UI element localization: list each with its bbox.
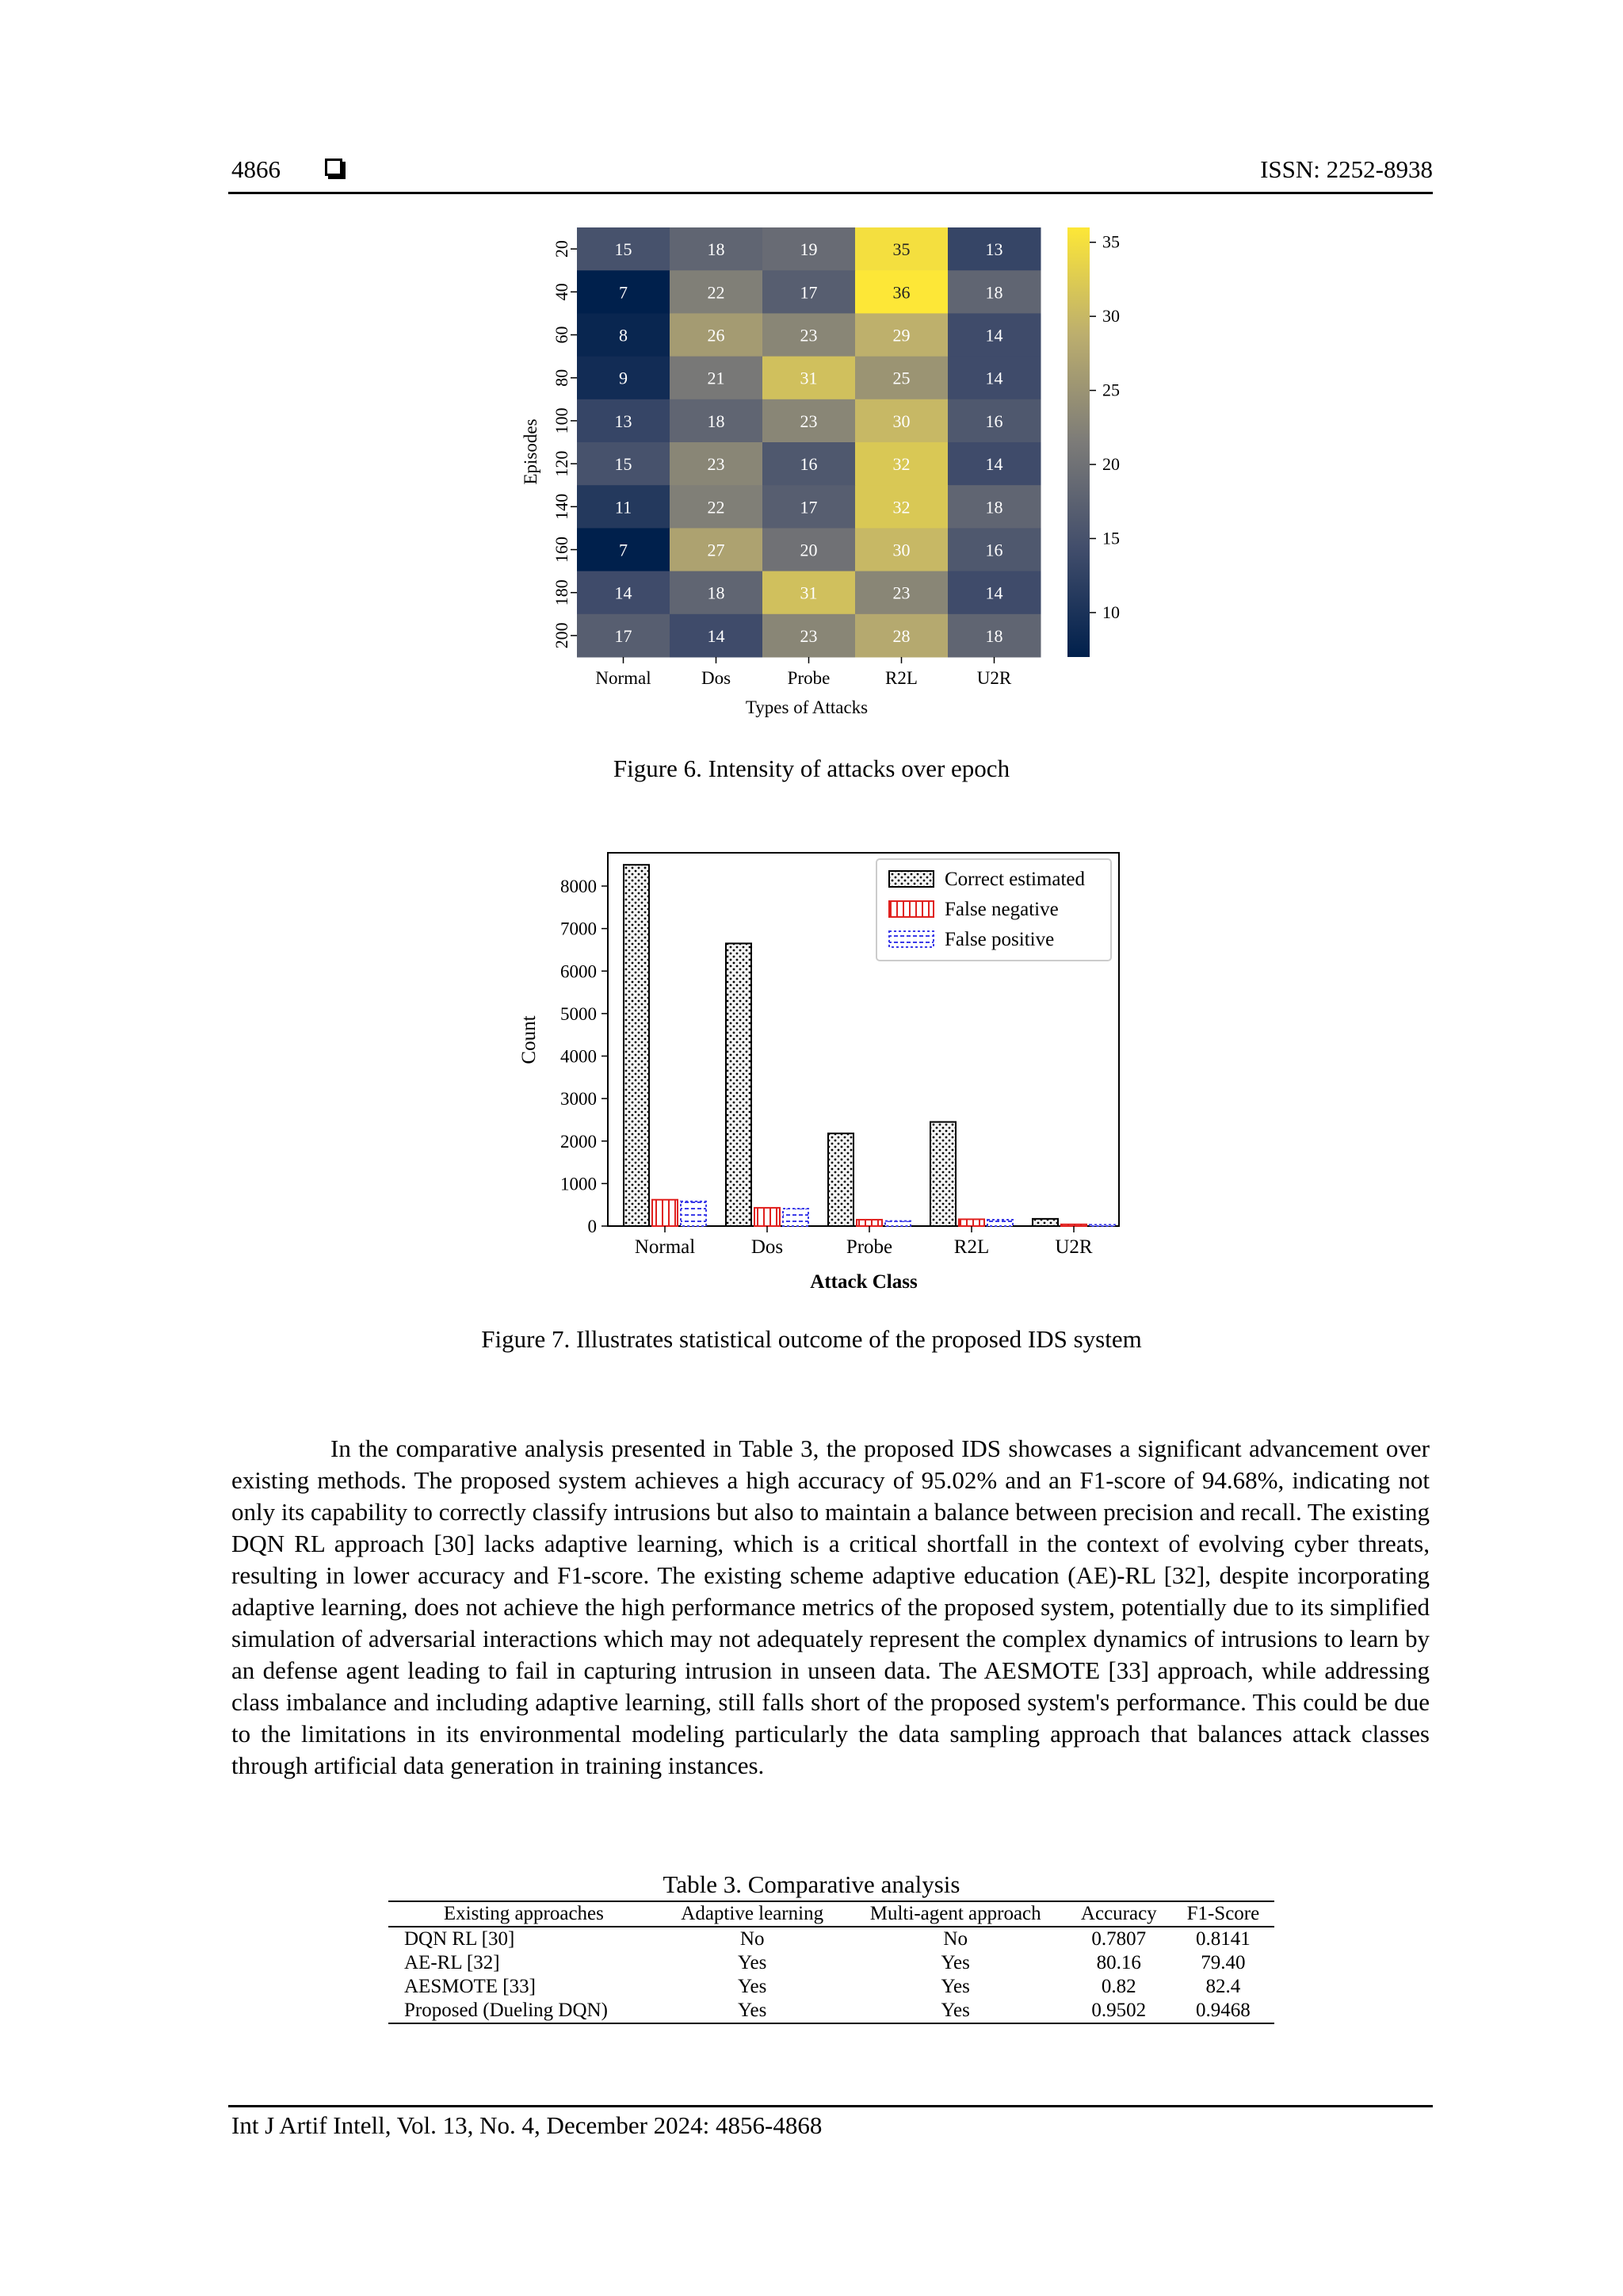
figure6-caption: Figure 6. Intensity of attacks over epoch (613, 755, 1010, 782)
table-cell: No (943, 1928, 968, 1950)
heatmap-cell-value: 13 (614, 411, 632, 431)
table-cell: No (739, 1928, 765, 1950)
heatmap-cell-value: 14 (985, 368, 1003, 388)
heatmap-cell-value: 11 (614, 497, 632, 518)
table-cell: 0.9468 (1172, 1999, 1274, 2023)
bar-y-ticks (560, 877, 608, 1236)
heatmap-cell-value: 16 (985, 540, 1003, 560)
table-cell: Yes (941, 1976, 970, 1997)
heatmap-x-axis-label: Types of Attacks (745, 697, 869, 717)
heatmap-y-tick-label: 200 (552, 622, 571, 649)
heatmap-cell-value: 14 (985, 454, 1003, 475)
heatmap-cell-value: 26 (707, 325, 725, 346)
heatmap-cell-value: 14 (985, 583, 1003, 603)
table-cell: Proposed (Dueling DQN) (388, 1999, 659, 2023)
heatmap-cell-value: 20 (800, 540, 818, 560)
heatmap-cell-value: 18 (707, 583, 725, 603)
heatmap-cell-value: 9 (619, 368, 628, 388)
bar (726, 943, 751, 1226)
heatmap-y-tick-label: 80 (552, 369, 571, 387)
table-cell: 80.16 (1096, 1952, 1141, 1973)
heatmap-cell-value: 25 (892, 368, 911, 388)
bar-y-tick-label: 5000 (560, 1003, 597, 1024)
table-header-cell: Multi-agent approach (846, 1901, 1066, 1927)
legend (876, 859, 1111, 961)
bar (828, 1133, 854, 1226)
heatmap-cell-value: 16 (800, 454, 818, 475)
table-cell: 0.82 (1101, 1976, 1136, 1997)
bar (857, 1220, 882, 1226)
heatmap-y-tick-label: 60 (552, 326, 571, 344)
heatmap-cell-value: 15 (614, 454, 632, 475)
colorbar-ticks (1090, 232, 1120, 622)
table-header-cell: Existing approaches (388, 1901, 659, 1927)
bar-y-tick-label: 4000 (560, 1046, 597, 1067)
heatmap-cell-value: 18 (707, 239, 725, 260)
body-text (231, 1433, 1430, 1782)
heatmap-cell-value: 18 (707, 411, 725, 431)
heatmap-y-tick-label: 20 (552, 240, 571, 258)
heatmap-cell-value: 35 (892, 239, 911, 260)
heatmap-cell-value: 30 (892, 540, 911, 560)
heatmap-x-tick-label: Probe (787, 668, 831, 688)
heatmap-cell-value: 36 (892, 282, 911, 303)
heatmap-cell-value: 18 (985, 625, 1003, 646)
bar (1090, 1224, 1115, 1226)
table-cell: 0.8141 (1196, 1928, 1251, 1950)
colorbar-tick-label: 25 (1102, 380, 1120, 400)
table-row (388, 1975, 1274, 1999)
heatmap-cell-value: 17 (614, 625, 632, 646)
heatmap-y-tick-label: 180 (552, 579, 571, 606)
bar-x-tick-label: Probe (846, 1236, 893, 1258)
table-cell: AESMOTE [33] (404, 1976, 536, 1997)
colorbar-tick-label: 35 (1102, 231, 1120, 252)
bar-x-ticks (635, 1226, 1093, 1258)
bar-y-tick-label: 2000 (560, 1131, 597, 1152)
heatmap-y-axis-label: Episodes (521, 418, 540, 485)
table-row (388, 1927, 1274, 1951)
colorbar-tick-label: 20 (1102, 454, 1120, 475)
bar-x-axis-label: Attack Class (810, 1271, 918, 1293)
heatmap-cell-value: 31 (800, 368, 818, 388)
bar (681, 1201, 706, 1226)
legend-label: False positive (945, 929, 1055, 950)
heatmap-y-tick-label: 100 (552, 407, 571, 434)
heatmap-x-tick-label: Normal (595, 668, 651, 688)
table-cell: AE-RL [32] (404, 1952, 500, 1973)
bar (783, 1209, 808, 1226)
heatmap-y-ticks (552, 240, 577, 648)
heatmap-cell-value: 7 (619, 540, 628, 560)
table-cell: 0.9502 (1066, 1999, 1172, 2023)
bar-x-tick-label: Normal (634, 1236, 696, 1258)
heatmap-cell-value: 21 (707, 368, 725, 388)
bar-y-tick-label: 6000 (560, 961, 597, 982)
bar-y-tick-label: 8000 (560, 877, 597, 896)
heatmap-cell-value: 31 (800, 583, 818, 603)
table-title: Table 3. Comparative analysis (663, 1870, 960, 1898)
table-cell: 82.4 (1205, 1976, 1241, 1997)
heatmap-chart (507, 214, 1141, 729)
table-cell: 0.7807 (1091, 1928, 1147, 1950)
heatmap-cell-value: 28 (892, 625, 911, 646)
table-cell: Yes (737, 1952, 767, 1973)
bar-x-tick-label: U2R (1055, 1236, 1093, 1258)
heatmap-cell-value: 8 (619, 325, 628, 346)
heatmap-cell-value: 23 (800, 625, 818, 646)
heatmap-cell-value: 23 (892, 583, 911, 603)
table-cell: DQN RL [30] (404, 1928, 515, 1950)
heatmap-y-tick-label: 40 (552, 283, 571, 301)
heatmap-cell-value: 18 (985, 497, 1003, 518)
bar-x-tick-label: R2L (953, 1236, 990, 1258)
bar-y-tick-label: 3000 (560, 1089, 597, 1110)
bar (930, 1122, 956, 1226)
heatmap-x-tick-label: R2L (885, 668, 918, 688)
heatmap-cell-value: 23 (800, 325, 818, 346)
heatmap-cell-value: 17 (800, 282, 818, 303)
bar-y-tick-label: 1000 (560, 1174, 597, 1194)
heatmap-cell-value: 22 (707, 497, 725, 518)
issn: ISSN: 2252-8938 (1260, 155, 1433, 183)
colorbar-tick-label: 15 (1102, 528, 1120, 548)
heatmap-cell-value: 22 (707, 282, 725, 303)
table-row (388, 1951, 1274, 1975)
comparison-table (388, 1901, 1274, 2024)
bar-chart (507, 844, 1141, 1304)
bar-y-tick-label: 7000 (560, 919, 597, 939)
bar (1061, 1224, 1086, 1226)
legend-swatch (889, 901, 934, 917)
table-header-cell: F1-Score (1172, 1901, 1274, 1927)
table-cell: Yes (846, 1999, 1066, 2023)
heatmap-cell-value: 30 (892, 411, 911, 431)
table-cell: 79.40 (1201, 1952, 1246, 1973)
heatmap-cell-value: 27 (707, 540, 725, 560)
heatmap-y-tick-label: 160 (552, 537, 571, 563)
heatmap-cell-value: 14 (614, 583, 632, 603)
heatmap-cell-value: 19 (800, 239, 818, 260)
colorbar-tick-label: 30 (1102, 306, 1120, 327)
heatmap-y-tick-label: 120 (552, 450, 571, 477)
heatmap-cell-value: 16 (985, 411, 1003, 431)
heatmap-cell-value: 29 (892, 325, 911, 346)
bar-y-tick-label: 0 (587, 1217, 597, 1236)
heatmap-cell-value: 13 (985, 239, 1003, 260)
table-cell: Yes (941, 1952, 970, 1973)
heatmap-cell-value: 17 (800, 497, 818, 518)
bar-y-axis-label: Count (518, 1015, 540, 1064)
legend-label: Correct estimated (945, 869, 1086, 890)
page-number: 4866 (231, 155, 281, 183)
table-header-cell: Accuracy (1066, 1901, 1172, 1927)
table-row (388, 1999, 1274, 2023)
heatmap-x-tick-label: Dos (701, 668, 731, 688)
heatmap-cells (577, 227, 1041, 658)
colorbar (1067, 227, 1090, 657)
bar (754, 1208, 780, 1226)
colorbar-tick-label: 10 (1102, 602, 1120, 622)
bar (959, 1219, 984, 1226)
heatmap-y-tick-label: 140 (552, 493, 571, 520)
bar (624, 865, 649, 1226)
header-box-icon (325, 159, 342, 176)
heatmap-cell-value: 32 (892, 454, 911, 475)
heatmap-cell-value: 32 (892, 497, 911, 518)
table-header-cell: Adaptive learning (659, 1901, 846, 1927)
heatmap-cell-value: 23 (707, 454, 725, 475)
legend-swatch (889, 871, 934, 887)
heatmap-x-tick-label: U2R (976, 668, 1012, 688)
heatmap-cell-value: 18 (985, 282, 1003, 303)
footer-citation: Int J Artif Intell, Vol. 13, No. 4, December 2024: 4856-4868 (231, 2111, 823, 2139)
bar (987, 1220, 1013, 1226)
table-cell: Yes (659, 1999, 846, 2023)
comparative-analysis-paragraph: In the comparative analysis presented in Table 3, the proposed IDS showcases a significant advancement over existing methods. The proposed system achieves a high accuracy of 95.02% and an F1-score of 94.68%, indicating not only its capability to correctly classify intrusions but also to maintain a balance between precision and recall. The existing DQN RL approach [30] lacks adaptive learning, which is a critical shortfall in the context of evolving cyber threats, resulting in lower accuracy and F1-score. The existing scheme adaptive education (AE)-RL [32], despite incorporating adaptive learning, does not achieve the high performance metrics of the proposed system, potentially due to its simplified simulation of adversarial interactions which may not adequately represent the complex dynamics of intrusions to learn by an defense agent leading to fail in capturing intrusion in unseen data. The AESMOTE [33] approach, while addressing class imbalance and including adaptive learning, still falls short of the proposed system's performance. This could be due to the limitations in its environmental modeling particularly the data sampling approach that balances attack classes through artificial data generation in training instances. (231, 1435, 1430, 1779)
heatmap-x-ticks (595, 657, 1012, 688)
table-cell: Yes (737, 1976, 767, 1997)
legend-swatch (889, 931, 934, 947)
bar-x-tick-label: Dos (750, 1236, 784, 1258)
heatmap-cell-value: 14 (985, 325, 1003, 346)
legend-label: False negative (945, 899, 1059, 920)
table-header-row (388, 1901, 1274, 1927)
heatmap-cell-value: 14 (707, 625, 725, 646)
bar (1033, 1219, 1058, 1226)
figure7-caption: Figure 7. Illustrates statistical outcome of the proposed IDS system (481, 1325, 1142, 1353)
header-rule (228, 192, 1433, 194)
footer-rule (228, 2105, 1433, 2107)
heatmap-cell-value: 23 (800, 411, 818, 431)
bar (652, 1200, 678, 1226)
heatmap-cell-value: 7 (619, 282, 628, 303)
heatmap-cell-value: 15 (614, 239, 632, 260)
bar (885, 1221, 911, 1226)
